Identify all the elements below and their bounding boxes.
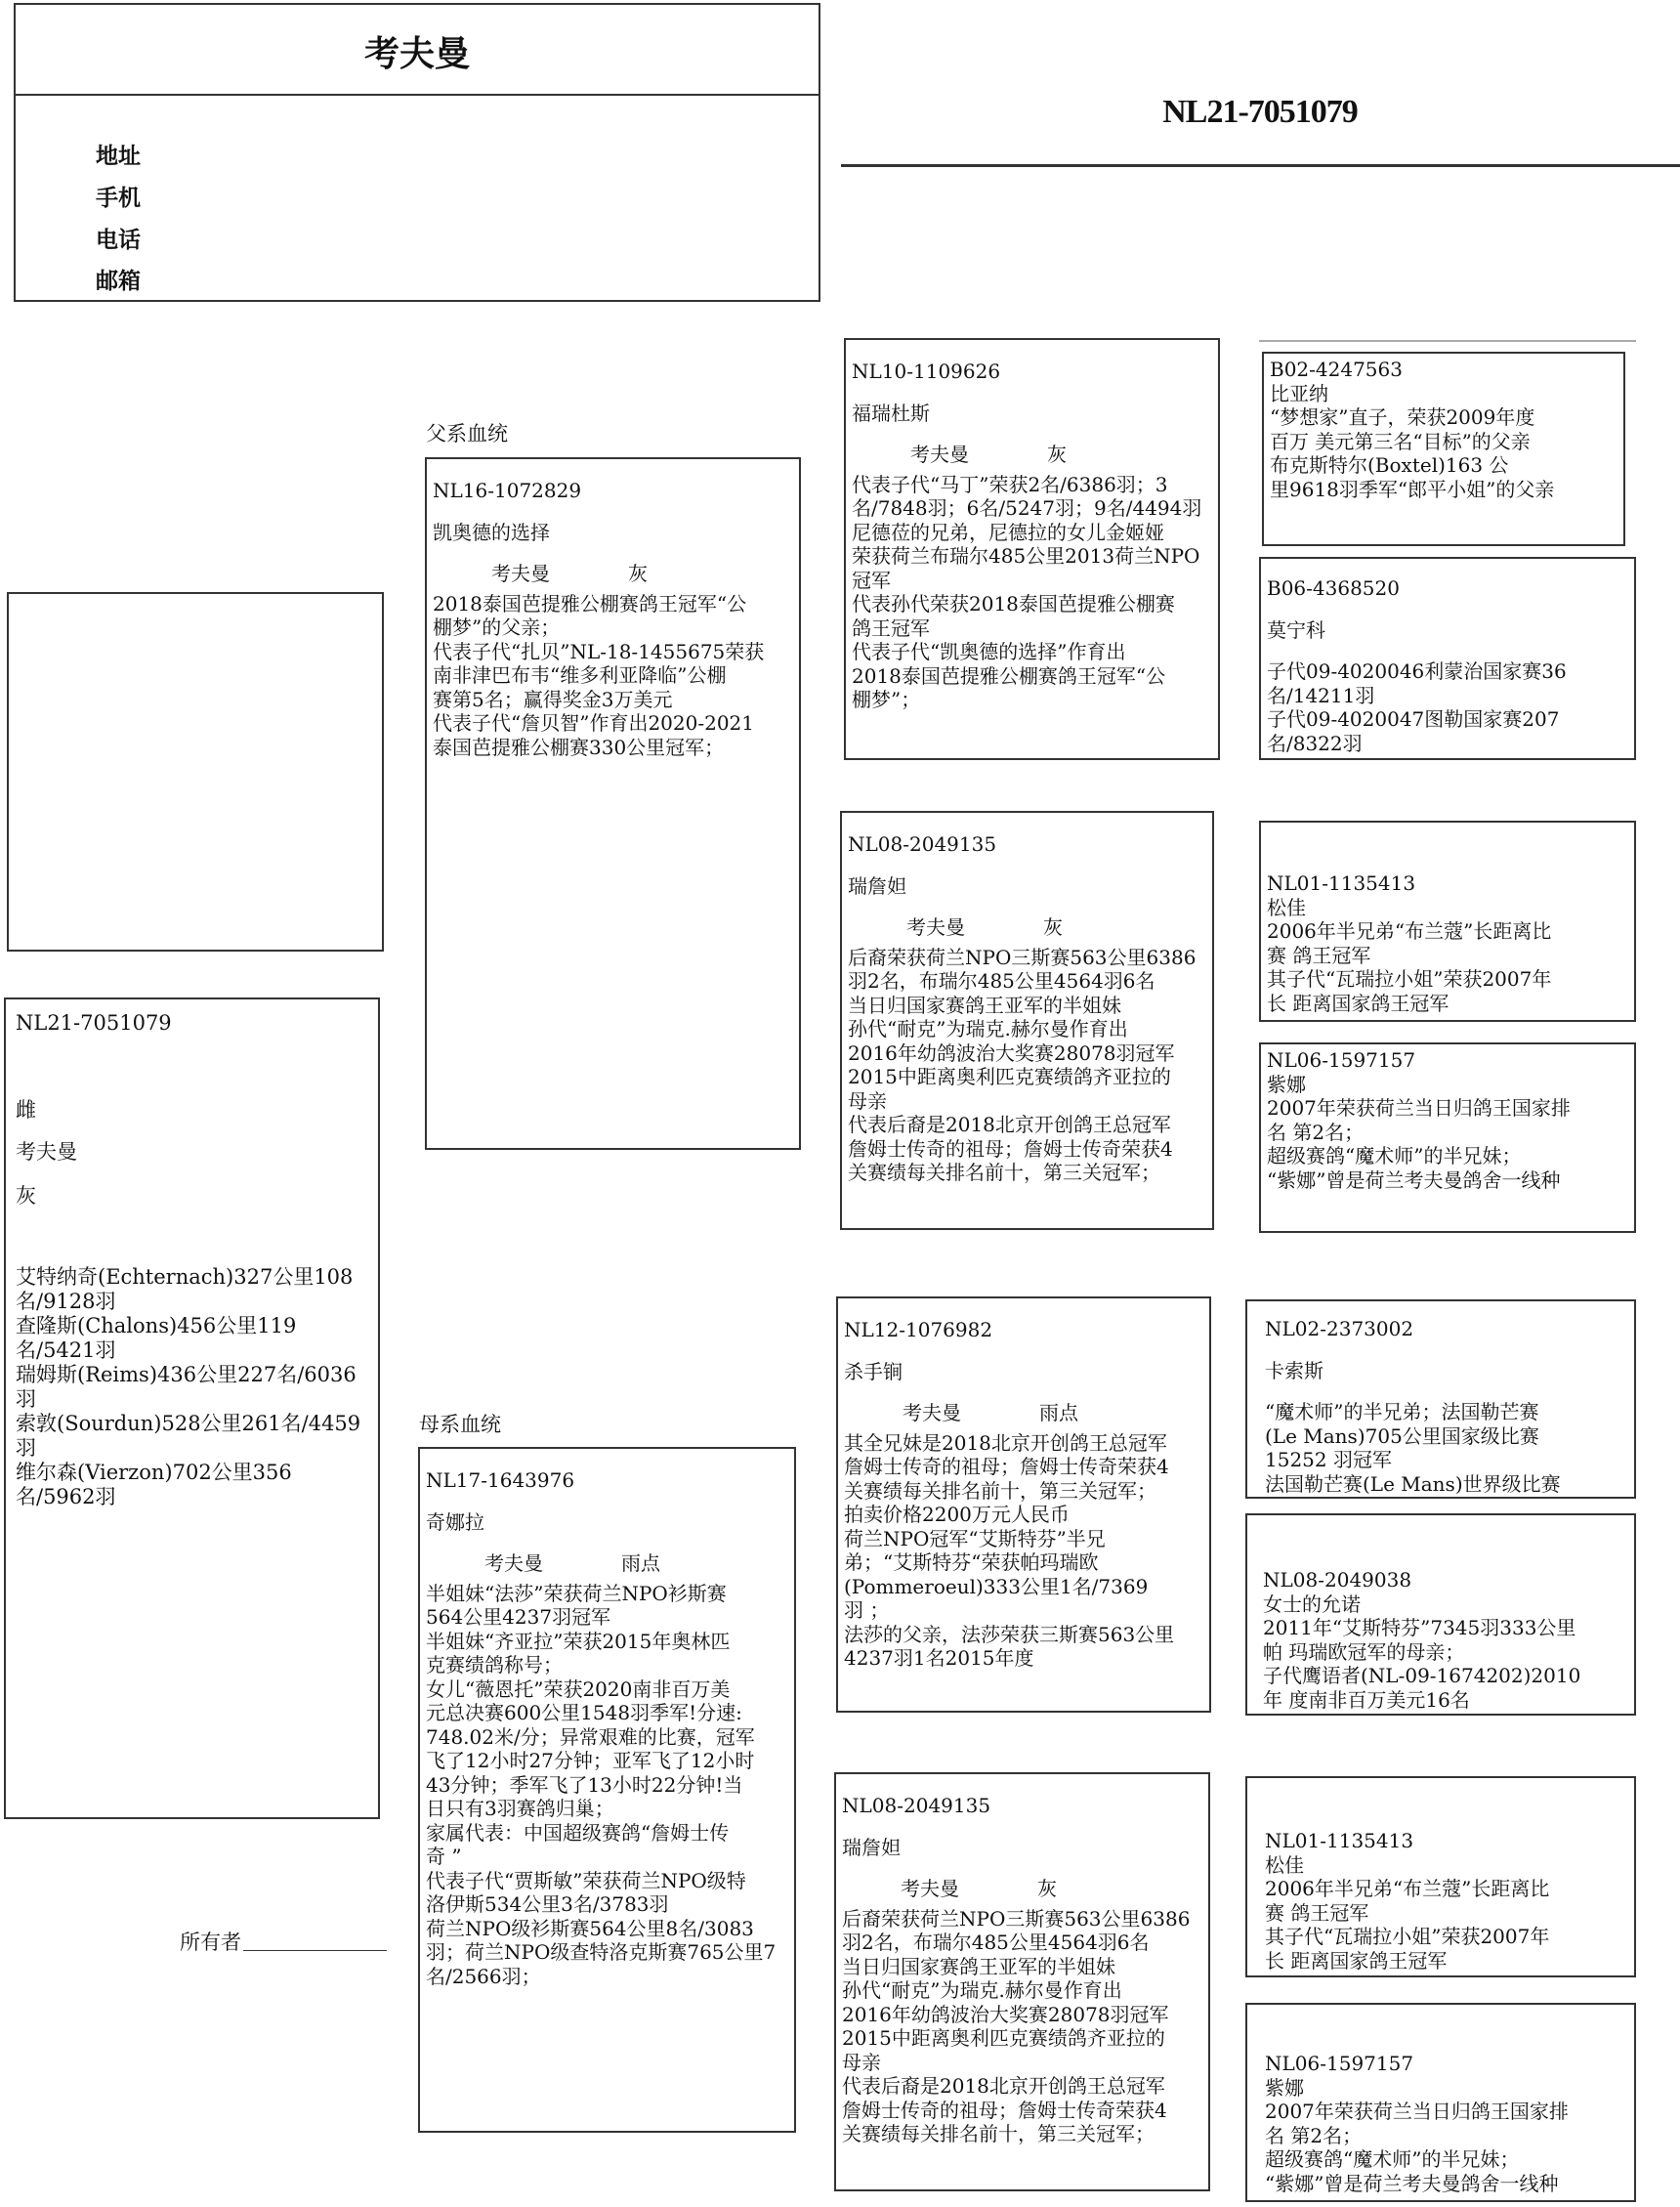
ring-number: NL10-1109626: [852, 360, 1001, 383]
email-label: 邮箱: [96, 269, 141, 294]
spacer: [426, 1534, 788, 1551]
pedigree-note: 赛 鸽王冠军: [1265, 1900, 1369, 1925]
ring-number: NL01-1135413: [1267, 871, 1416, 895]
color: 灰: [1043, 915, 1063, 939]
ring-number: NL17-1643976: [426, 1468, 575, 1492]
pedigree-note: 詹姆士传奇的祖母；詹姆士传奇荣获4: [844, 1455, 1169, 1478]
divider: [1259, 340, 1636, 342]
pedigree-note: 元总决赛600公里1548羽季军!分速:: [426, 1701, 742, 1724]
ring-number: NL01-1135413: [1265, 1829, 1414, 1852]
result-line: 艾特纳奇(Echternach)327公里108: [16, 1265, 354, 1289]
ring-number: NL02-2373002: [1265, 1317, 1414, 1340]
pedigree-note: 564公里4237羽冠军: [426, 1605, 611, 1629]
ring-number: NL08-2049135: [842, 1794, 991, 1817]
spacer: [842, 1818, 1202, 1836]
spacer: [1267, 642, 1628, 659]
pedigree-note: 长 距离国家鸽王冠军: [1265, 1948, 1448, 1973]
color: 灰: [628, 562, 648, 585]
result-line: 名/5962羽: [16, 1485, 116, 1508]
ds-sire-card: [1245, 1299, 1636, 1499]
result-line: 瑞姆斯(Reims)436公里227名/6036: [16, 1363, 357, 1386]
ring-number: B06-4368520: [1267, 576, 1400, 600]
pedigree-note: 赛 鸽王冠军: [1267, 943, 1371, 967]
spacer: [1267, 601, 1628, 618]
pedigree-note: 长 距离国家鸽王冠军: [1267, 991, 1449, 1015]
spacer: [433, 503, 793, 521]
pigeon-name: 女士的允诺: [1263, 1592, 1361, 1616]
pedigree-note: 詹姆士传奇的祖母；詹姆士传奇荣获4: [848, 1136, 1173, 1161]
result-line: 名/5421羽: [16, 1338, 116, 1362]
pigeon-name: 瑞詹妲: [848, 873, 906, 898]
pedigree-note: 2018泰国芭提雅公棚赛鸽王冠军“公: [852, 663, 1166, 688]
breeder-color-row: [433, 562, 793, 586]
pedigree-note: 15252 羽冠军: [1265, 1448, 1392, 1471]
pedigree-note: 其子代“瓦瑞拉小姐”荣获2007年: [1265, 1925, 1550, 1948]
ring-number: NL16-1072829: [433, 479, 582, 502]
color: 雨点: [1039, 1401, 1078, 1424]
spacer: [433, 544, 793, 562]
pedigree-note: 克赛绩鸽称号；: [426, 1653, 563, 1676]
pigeon-name: 松佳: [1267, 895, 1306, 919]
pigeon-name: 奇娜拉: [426, 1509, 484, 1534]
pedigree-note: 日只有3羽赛鸽归巢；: [426, 1797, 614, 1820]
ring-number: B02-4247563: [1270, 358, 1403, 381]
pedigree-note: 飞了12小时27分钟；亚军飞了12小时: [426, 1749, 755, 1772]
sex: 雌: [16, 1098, 36, 1122]
pedigree-note: 2018泰国芭提雅公棚赛鸽王冠军“公: [433, 591, 747, 615]
pedigree-note: 2016年幼鸽波治大奖赛28078羽冠军: [848, 1040, 1175, 1065]
breeder: 考夫曼: [16, 1140, 77, 1164]
breeder: 考夫曼: [491, 562, 550, 585]
result-line: 羽: [16, 1387, 36, 1411]
pedigree-note: 后裔荣获荷兰NPO三斯赛563公里6386: [848, 945, 1197, 969]
dam-line-label: 母系血统: [419, 1413, 501, 1436]
pedigree-note: 拍卖价格2200万元人民币: [844, 1503, 1070, 1526]
pedigree-note: 名/7848羽；6名/5247羽；9名/4494羽: [852, 496, 1202, 520]
pedigree-note: 超级赛鸽“魔术师”的半兄妹；: [1265, 2147, 1520, 2171]
pedigree-note: 冠军: [852, 568, 891, 592]
pedigree-note: 其子代“瓦瑞拉小姐”荣获2007年: [1267, 967, 1552, 991]
color: 灰: [1047, 443, 1067, 466]
spacer: [842, 1859, 1202, 1877]
breeder-color-row: [842, 1877, 1202, 1901]
breeder: 考夫曼: [906, 915, 965, 939]
spacer: [848, 857, 1206, 874]
ds-dam-card: [1245, 1513, 1636, 1716]
pedigree-note: 代表子代“贾斯敏”荣获荷兰NPO级特: [426, 1868, 746, 1892]
pedigree-note: 代表子代“扎贝”NL-18-1455675荣获: [433, 639, 765, 663]
pigeon-name: 杀手锏: [844, 1359, 903, 1383]
color: 雨点: [621, 1551, 660, 1575]
breeder: 考夫曼: [903, 1401, 961, 1424]
pedigree-note: 2006年半兄弟“布兰蔻”长距离比: [1267, 919, 1552, 943]
main-pigeon-card: [4, 997, 380, 1819]
pigeon-name: 福瑞杜斯: [852, 401, 930, 425]
owner-signature-field[interactable]: [243, 1950, 387, 1951]
pedigree-note: 奇 ”: [426, 1845, 462, 1868]
pedigree-note: 子代09-4020046利蒙治国家赛36: [1267, 659, 1567, 683]
pigeon-name: 凯奥德的选择: [433, 520, 550, 544]
pedigree-note: 洛伊斯534公里3名/3783羽: [426, 1892, 669, 1916]
pedigree-note: 羽；荷兰NPO级查特洛克斯赛765公里7: [426, 1940, 777, 1964]
pedigree-note: 羽2名，布瑞尔485公里4564羽6名: [848, 969, 1155, 993]
pedigree-note: 孙代“耐克”为瑞克.赫尔曼作育出: [848, 1017, 1128, 1040]
pedigree-note: “紫娜”曾是荷兰考夫曼鸽舍一线种: [1265, 2171, 1559, 2195]
ring-number: NL06-1597157: [1265, 2052, 1414, 2075]
pedigree-note: 4237羽1名2015年度: [844, 1646, 1034, 1670]
pedigree-note: 里9618羽季军“郎平小姐”的父亲: [1270, 477, 1555, 501]
pigeon-name: 莫宁科: [1267, 617, 1325, 642]
dam-card: [418, 1447, 796, 2133]
spacer: [1265, 1341, 1628, 1359]
pedigree-note: 弟；“艾斯特芬“荣获帕玛瑞欧: [844, 1550, 1099, 1574]
spacer: [426, 1493, 788, 1510]
photo-frame: [7, 592, 384, 952]
pedigree-note: “紫娜”曾是荷兰考夫曼鸽舍一线种: [1267, 1167, 1561, 1192]
pedigree-note: 748.02米/分；异常艰难的比赛，冠军: [426, 1724, 755, 1749]
pedigree-note: 棚梦”的父亲；: [433, 615, 561, 639]
pedigree-note: 2007年荣获荷兰当日归鸽王国家排: [1265, 2100, 1569, 2123]
pedigree-note: 名/8322羽: [1267, 731, 1363, 755]
pedigree-note: 代表子代“凯奥德的选择”作育出: [852, 640, 1126, 663]
ring-number-heading: NL21-7051079: [1162, 94, 1358, 130]
breeder: 考夫曼: [901, 1877, 959, 1900]
pedigree-note: 南非津巴布韦“维多利亚降临”公棚: [433, 663, 727, 687]
pedigree-note: 半姐妹“齐亚拉”荣获2015年奥林匹: [426, 1629, 731, 1653]
pedigree-note: 母亲: [842, 2050, 881, 2074]
pedigree-note: 法莎的父亲，法莎荣获三斯赛563公里: [844, 1622, 1175, 1646]
breeder-color-row: [426, 1551, 788, 1576]
pedigree-note: 泰国芭提雅公棚赛330公里冠军；: [433, 735, 725, 759]
phone-label: 电话: [96, 228, 141, 253]
dam-dam-card: [834, 1772, 1210, 2191]
pedigree-note: 2006年半兄弟“布兰蔻”长距离比: [1265, 1877, 1550, 1900]
result-line: 维尔森(Vierzon)702公里356: [16, 1461, 292, 1484]
pedigree-note: 名/2566羽；: [426, 1964, 541, 1988]
sd-dam-card: [1259, 1042, 1636, 1233]
pedigree-note: 当日归国家赛鸽王亚军的半姐妹: [842, 1954, 1115, 1978]
pedigree-note: 荣获荷兰布瑞尔485公里2013荷兰NPO: [852, 544, 1200, 568]
pedigree-note: 赛第5名；赢得奖金3万美元: [433, 687, 673, 711]
pigeon-name: 紫娜: [1267, 1072, 1306, 1096]
pedigree-note: 名 第2名；: [1267, 1120, 1365, 1144]
address-label: 地址: [96, 144, 141, 169]
pedigree-note: 后裔荣获荷兰NPO三斯赛563公里6386: [842, 1906, 1191, 1931]
result-line: 索敦(Sourdun)528公里261名/4459: [16, 1412, 361, 1435]
pedigree-note: 代表孙代荣获2018泰国芭提雅公棚赛: [852, 592, 1175, 615]
pedigree-note: 2015中距离奥利匹克赛绩鸽齐亚拉的: [842, 2026, 1165, 2050]
owner-label: 所有者: [180, 1931, 241, 1954]
pedigree-note: 其全兄妹是2018北京开创鸽王总冠军: [844, 1430, 1167, 1455]
color: 灰: [1037, 1877, 1057, 1900]
dd-sire-card: [1245, 1776, 1636, 1977]
pedigree-note: (Pommeroeul)333公里1名/7369: [844, 1574, 1149, 1598]
pedigree-note: 家属代表：中国超级赛鸽“詹姆士传: [426, 1820, 730, 1845]
color: 灰: [16, 1184, 36, 1208]
pedigree-note: (Le Mans)705公里国家级比赛: [1265, 1423, 1539, 1448]
sd-sire-card: [1259, 821, 1636, 1022]
sire-card: [425, 457, 801, 1150]
spacer: [844, 1383, 1203, 1401]
result-line: 名/9128羽: [16, 1290, 116, 1313]
pedigree-note: 代表后裔是2018北京开创鸽王总冠军: [842, 2074, 1165, 2098]
pedigree-note: 2015中距离奥利匹克赛绩鸽齐亚拉的: [848, 1065, 1171, 1088]
pedigree-note: 母亲: [848, 1088, 887, 1113]
ring-number: NL21-7051079: [16, 1011, 172, 1035]
pedigree-note: 羽 ；: [844, 1598, 890, 1622]
pedigree-note: 尼德莅的兄弟，尼德拉的女儿金姬娅: [852, 520, 1164, 544]
pedigree-note: 詹姆士传奇的祖母；詹姆士传奇荣获4: [842, 2098, 1167, 2122]
ring-number: NL06-1597157: [1267, 1048, 1416, 1072]
pedigree-note: 帕 玛瑞欧冠军的母亲；: [1263, 1639, 1465, 1664]
ring-number: NL08-2049038: [1263, 1568, 1412, 1592]
ss-dam-card: [1259, 557, 1636, 760]
pedigree-note: 荷兰NPO冠军“艾斯特芬”半兄: [844, 1526, 1106, 1550]
pedigree-note: 名 第2名；: [1265, 2123, 1363, 2147]
pedigree-note: 43分钟；季军飞了13小时22分钟!当: [426, 1772, 743, 1797]
breeder: 考夫曼: [910, 443, 969, 466]
mobile-label: 手机: [96, 186, 141, 211]
result-line: 羽: [16, 1436, 36, 1460]
heading-rule: [841, 164, 1680, 167]
pigeon-name: 瑞詹妲: [842, 1835, 901, 1859]
pedigree-note: 百万 美元第三名“目标”的父亲: [1270, 429, 1531, 453]
pedigree-note: 半姐妹“法莎”荣获荷兰NPO衫斯赛: [426, 1581, 727, 1605]
spacer: [848, 898, 1206, 915]
pedigree-note: 代表子代“马丁”荣获2名/6386羽；3: [852, 472, 1168, 496]
pedigree-note: 当日归国家赛鸽王亚军的半姐妹: [848, 993, 1121, 1017]
result-line: 查隆斯(Chalons)456公里119: [16, 1314, 297, 1337]
pedigree-note: 2011年“艾斯特芬”7345羽333公里: [1263, 1616, 1576, 1639]
race-results: [16, 1265, 368, 1509]
divider: [16, 94, 819, 96]
pedigree-note: 羽2名，布瑞尔485公里4564羽6名: [842, 1931, 1150, 1954]
pedigree-note: 孙代“耐克”为瑞克.赫尔曼作育出: [842, 1978, 1122, 2002]
pigeon-name: 卡索斯: [1265, 1358, 1323, 1382]
pedigree-note: 棚梦”；: [852, 688, 921, 711]
breeder-color-row: [848, 915, 1206, 940]
loft-title: 考夫曼: [363, 34, 470, 74]
pedigree-note: “梦想家”直子，荣获2009年度: [1270, 405, 1535, 429]
sire-dam-card: [840, 811, 1214, 1230]
sire-line-label: 父系血统: [426, 422, 508, 446]
spacer: [1265, 1382, 1628, 1400]
spacer: [852, 384, 1212, 402]
pedigree-note: 代表子代“詹贝智”作育出2020-2021: [433, 711, 755, 735]
ring-number: NL08-2049135: [848, 832, 997, 856]
pigeon-name: 松佳: [1265, 1852, 1304, 1877]
dam-sire-card: [836, 1296, 1211, 1713]
ss-sire-card: [1262, 352, 1625, 546]
spacer: [852, 425, 1212, 443]
pedigree-note: 超级赛鸽“魔术师”的半兄妹；: [1267, 1144, 1522, 1167]
pedigree-note: 鸽王冠军: [852, 615, 930, 640]
pedigree-note: 子代09-4020047图勒国家赛207: [1267, 707, 1560, 731]
owner-info-box: [14, 3, 820, 302]
breeder-color-row: [852, 443, 1212, 467]
ring-number: NL12-1076982: [844, 1318, 993, 1341]
spacer: [844, 1342, 1203, 1360]
pedigree-note: 关赛绩每关排名前十，第三关冠军；: [842, 2122, 1155, 2145]
pedigree-note: 布克斯特尔(Boxtel)163 公: [1270, 453, 1509, 477]
pedigree-note: “魔术师”的半兄弟；法国勒芒赛: [1265, 1400, 1539, 1423]
pedigree-note: 2007年荣获荷兰当日归鸽王国家排: [1267, 1096, 1571, 1120]
pedigree-note: 关赛绩每关排名前十，第三关冠军；: [844, 1478, 1156, 1503]
breeder: 考夫曼: [484, 1551, 543, 1575]
pedigree-note: 年 度南非百万美元16名: [1263, 1687, 1470, 1712]
pedigree-note: 子代鹰语者(NL-09-1674202)2010: [1263, 1664, 1581, 1687]
pedigree-note: 2016年幼鸽波治大奖赛28078羽冠军: [842, 2002, 1169, 2026]
pedigree-note: 名/14211羽: [1267, 683, 1375, 707]
pedigree-note: 法国勒芒赛(Le Mans)世界级比赛: [1265, 1471, 1561, 1496]
breeder-color-row: [844, 1401, 1203, 1425]
pedigree-note: 女儿“薇恩托”荣获2020南非百万美: [426, 1676, 731, 1701]
sire-sire-card: [844, 338, 1220, 760]
dd-dam-card: [1245, 2003, 1636, 2202]
pedigree-note: 关赛绩每关排名前十，第三关冠军；: [848, 1161, 1160, 1184]
pedigree-note: 荷兰NPO级衫斯赛564公里8名/3083: [426, 1916, 754, 1940]
pigeon-name: 紫娜: [1265, 2075, 1304, 2100]
pigeon-name: 比亚纳: [1270, 381, 1328, 405]
pedigree-note: 代表后裔是2018北京开创鸽王总冠军: [848, 1113, 1171, 1136]
